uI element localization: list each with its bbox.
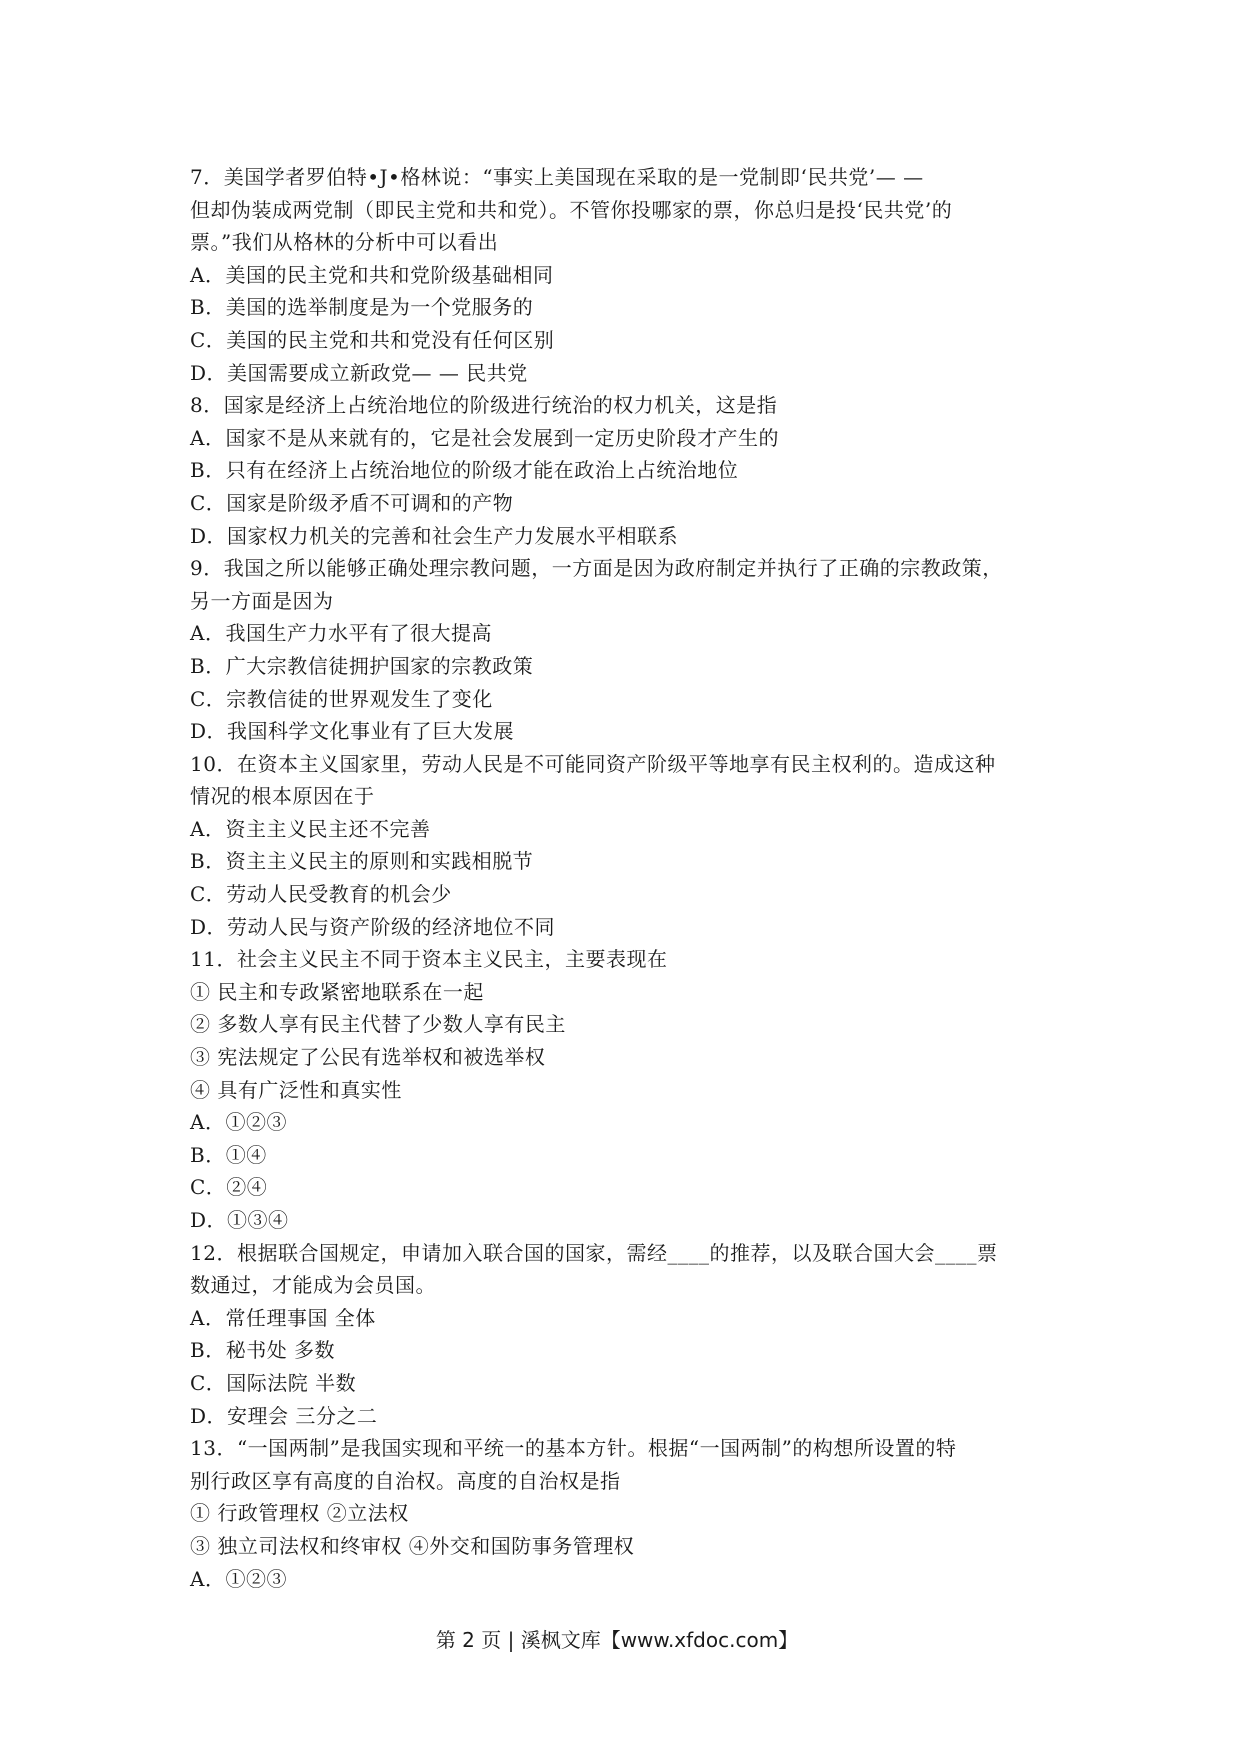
question-12 xyxy=(190,1237,1060,1433)
option-d: D．美国需要成立新政党— — 民共党 xyxy=(190,360,528,385)
option-a: A．美国的民主党和共和党阶级基础相同 xyxy=(190,262,554,287)
question-stem: 10．在资本主义国家里，劳动人民是不可能同资产阶级平等地享有民主权利的。造成这种 xyxy=(190,751,996,776)
question-stem: 8．国家是经济上占统治地位的阶级进行统治的权力机关，这是指 xyxy=(190,393,778,418)
page-footer: 第 2 页 | 溪枫文库【www.xfdoc.com】 xyxy=(435,1628,799,1652)
option-b: B．美国的选举制度是为一个党服务的 xyxy=(190,295,534,320)
option-d: D．安理会 三分之二 xyxy=(190,1403,378,1428)
option-a: A．我国生产力水平有了很大提高 xyxy=(190,621,492,646)
option-a: A．①②③ xyxy=(190,1110,287,1135)
statement-item: ② 多数人享有民主代替了少数人享有民主 xyxy=(190,1012,566,1037)
question-stem: 别行政区享有高度的自治权。高度的自治权是指 xyxy=(190,1468,621,1493)
statement-item: ① 行政管理权 ②立法权 xyxy=(190,1501,409,1526)
option-d: D．国家权力机关的完善和社会生产力发展水平相联系 xyxy=(190,523,679,548)
option-c: C．国际法院 半数 xyxy=(190,1370,357,1395)
question-11 xyxy=(190,943,1060,1236)
option-c: C．国家是阶级矛盾不可调和的产物 xyxy=(190,490,514,515)
question-13 xyxy=(190,1432,1060,1595)
option-c: C．②④ xyxy=(190,1175,268,1200)
question-stem: 12．根据联合国规定，申请加入联合国的国家，需经____的推荐，以及联合国大会____票 xyxy=(190,1240,998,1265)
question-7 xyxy=(190,161,1060,389)
option-b: B．资主主义民主的原则和实践相脱节 xyxy=(190,849,534,874)
statement-item: ③ 独立司法权和终审权 ④外交和国防事务管理权 xyxy=(190,1533,635,1558)
question-10 xyxy=(190,748,1060,944)
option-a: A．常任理事国 全体 xyxy=(190,1305,376,1330)
option-d: D．劳动人民与资产阶级的经济地位不同 xyxy=(190,914,556,939)
question-stem: 13．“一国两制”是我国实现和平统一的基本方针。根据“一国两制”的构想所设置的特 xyxy=(190,1436,957,1461)
question-stem: 9．我国之所以能够正确处理宗教问题，一方面是因为政府制定并执行了正确的宗教政策， xyxy=(190,556,1003,581)
option-b: B．秘书处 多数 xyxy=(190,1338,336,1363)
question-stem: 情况的根本原因在于 xyxy=(190,784,375,809)
question-stem: 但却伪装成两党制（即民主党和共和党）。不管你投哪家的票，你总归是投‘民共党’的 xyxy=(190,197,953,222)
option-a: A．国家不是从来就有的，它是社会发展到一定历史阶段才产生的 xyxy=(190,425,779,450)
option-c: C．劳动人民受教育的机会少 xyxy=(190,882,452,907)
option-d: D．我国科学文化事业有了巨大发展 xyxy=(190,719,515,744)
statement-item: ③ 宪法规定了公民有选举权和被选举权 xyxy=(190,1045,546,1070)
document-body xyxy=(190,161,1060,1595)
question-stem: 11．社会主义民主不同于资本主义民主，主要表现在 xyxy=(190,947,668,972)
option-a: A．资主主义民主还不完善 xyxy=(190,816,431,841)
option-d: D．①③④ xyxy=(190,1208,289,1232)
question-8 xyxy=(190,389,1060,552)
option-c: C．美国的民主党和共和党没有任何区别 xyxy=(190,327,555,352)
question-stem: 另一方面是因为 xyxy=(190,588,334,613)
option-a: A．①②③ xyxy=(190,1566,287,1591)
statement-item: ① 民主和专政紧密地联系在一起 xyxy=(190,979,484,1004)
question-stem: 7．美国学者罗伯特•J•格林说：“事实上美国现在采取的是一党制即‘民共党’— — xyxy=(190,165,924,189)
option-b: B．广大宗教信徒拥护国家的宗教政策 xyxy=(190,653,534,678)
question-stem: 票。”我们从格林的分析中可以看出 xyxy=(190,230,499,255)
option-c: C．宗教信徒的世界观发生了变化 xyxy=(190,686,493,711)
option-b: B．①④ xyxy=(190,1142,267,1167)
question-stem: 数通过，才能成为会员国。 xyxy=(190,1273,436,1298)
option-b: B．只有在经济上占统治地位的阶级才能在政治上占统治地位 xyxy=(190,458,739,483)
question-9 xyxy=(190,552,1060,748)
statement-item: ④ 具有广泛性和真实性 xyxy=(190,1077,402,1102)
